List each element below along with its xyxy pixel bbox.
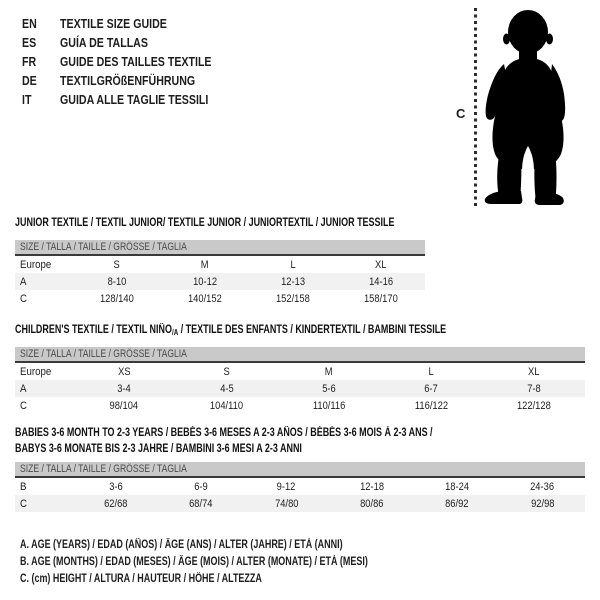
- age-cell: 14-16: [369, 275, 393, 288]
- size-header-bar: SIZE / TALLA / TAILLE / GRÖSSE / TAGLIA: [15, 462, 585, 478]
- table-row-age: [15, 380, 585, 397]
- age-cell: 3-6: [108, 480, 123, 493]
- language-title: GUIDE DES TAILLES TEXTILE: [60, 54, 212, 69]
- language-code: IT: [22, 92, 32, 107]
- age-cell: 12-13: [281, 275, 305, 288]
- language-title: TEXTILGRÖßENFÜHRUNG: [60, 73, 196, 88]
- language-code: DE: [22, 73, 37, 88]
- height-cell: 116/122: [414, 399, 448, 412]
- footnote-age-years: A. AGE (YEARS) / EDAD (AÑOS) / ÂGE (ANS) / ALTER (JAHRE) / ETÀ (ANNI): [20, 539, 343, 551]
- size-cell: M: [201, 258, 209, 271]
- height-cell: 62/68: [103, 497, 128, 510]
- row-label: Europe: [20, 365, 52, 378]
- babies-size-table: [15, 462, 585, 512]
- height-measure-label: C: [456, 106, 466, 121]
- row-label: A: [20, 275, 27, 288]
- language-code: EN: [22, 16, 37, 31]
- height-cell: 68/74: [189, 497, 213, 510]
- age-cell: 6-7: [424, 382, 439, 395]
- row-label: C: [20, 497, 27, 510]
- height-cell: 80/86: [359, 497, 384, 510]
- height-cell: 152/158: [276, 292, 310, 305]
- language-code: ES: [22, 35, 37, 50]
- height-cell: 122/128: [516, 399, 551, 412]
- language-list: [22, 14, 238, 109]
- children-table-title: CHILDREN'S TEXTILE / TEXTIL $NIÑO_{/A}$ / TEXTILE DES ENFANTS / KINDERTEXTIL / BAMBINI TESSILE: [15, 324, 447, 337]
- language-code: FR: [22, 54, 37, 69]
- table-row-europe: [15, 256, 425, 273]
- size-cell: S: [223, 365, 230, 378]
- language-row: [22, 52, 238, 71]
- language-title: GUIDA ALLE TAGLIE TESSILI: [60, 92, 209, 107]
- height-cell: 86/92: [445, 497, 469, 510]
- subscript-text: /A: [171, 328, 179, 337]
- size-cell: XS: [117, 365, 131, 378]
- row-label: B: [20, 480, 27, 493]
- children-size-table: [15, 347, 585, 414]
- language-row: [22, 71, 238, 90]
- language-row: [22, 14, 238, 33]
- age-cell: 5-6: [322, 382, 336, 395]
- age-cell: 12-18: [359, 480, 384, 493]
- table-row-age: [15, 273, 425, 290]
- height-cell: 140/152: [188, 292, 222, 305]
- footnote-age-months: B. AGE (MONTHS) / EDAD (MESES) / ÂGE (MOIS) / ALTER (MONATE) / ETÀ (MESI): [20, 556, 368, 568]
- height-cell: 74/80: [274, 497, 299, 510]
- age-cell: 9-12: [276, 480, 296, 493]
- size-cell: XL: [528, 365, 540, 378]
- age-cell: 4-5: [219, 382, 234, 395]
- row-label: C: [20, 399, 27, 412]
- table-row-age: [15, 478, 585, 495]
- size-cell: L: [290, 258, 296, 271]
- height-cell: 128/140: [100, 292, 134, 305]
- table-row-europe: [15, 363, 585, 380]
- footnotes: [20, 537, 466, 588]
- height-cell: 104/110: [210, 399, 244, 412]
- age-cell: 3-4: [117, 382, 131, 395]
- baby-silhouette-icon: [478, 2, 600, 208]
- language-row: [22, 33, 238, 52]
- babies-table-title: BABIES 3-6 MONTH TO 2-3 YEARS / BEBÉS 3-6 MESES A 2-3 AÑOS / BÉBÉS 3-6 MOIS À 2-3 ANS / BABYS 3-6 MONATE BIS 2-3 JAHRE / BAMBINI 3-6 MESI A 2-3 ANNI: [15, 427, 433, 455]
- height-dotted-line: [474, 8, 477, 206]
- size-header-bar: SIZE / TALLA / TAILLE / GRÖSSE / TAGLIA: [15, 347, 585, 363]
- size-cell: L: [428, 365, 434, 378]
- size-cell: M: [325, 365, 333, 378]
- footnote-height: C. (cm) HEIGHT / ALTURA / HAUTEUR / HÖHE / ALTEZZA: [20, 573, 262, 585]
- junior-table-title: JUNIOR TEXTILE / TEXTIL JUNIOR/ TEXTILE JUNIOR / JUNIORTEXTIL / JUNIOR TESSILE: [15, 217, 395, 229]
- height-cell: 92/98: [530, 497, 555, 510]
- row-label: A: [20, 382, 27, 395]
- age-cell: 24-36: [530, 480, 555, 493]
- height-cell: 158/170: [364, 292, 398, 305]
- age-cell: 10-12: [193, 275, 217, 288]
- size-header-bar: SIZE / TALLA / TAILLE / GRÖSSE / TAGLIA: [15, 240, 425, 256]
- age-cell: 7-8: [527, 382, 541, 395]
- height-cell: 110/116: [312, 399, 346, 412]
- age-cell: 18-24: [445, 480, 469, 493]
- language-row: [22, 90, 238, 109]
- language-title: GUÍA DE TALLAS: [60, 35, 148, 50]
- language-title: TEXTILE SIZE GUIDE: [60, 16, 167, 31]
- age-cell: 8-10: [107, 275, 127, 288]
- table-row-height: [15, 495, 585, 512]
- age-cell: 6-9: [194, 480, 208, 493]
- size-cell: XL: [375, 258, 387, 271]
- row-label: Europe: [20, 258, 52, 271]
- row-label: C: [20, 292, 27, 305]
- junior-size-table: [15, 240, 425, 307]
- table-row-height: [15, 290, 425, 307]
- table-row-height: [15, 397, 585, 414]
- height-cell: 98/104: [109, 399, 139, 412]
- size-cell: S: [113, 258, 121, 271]
